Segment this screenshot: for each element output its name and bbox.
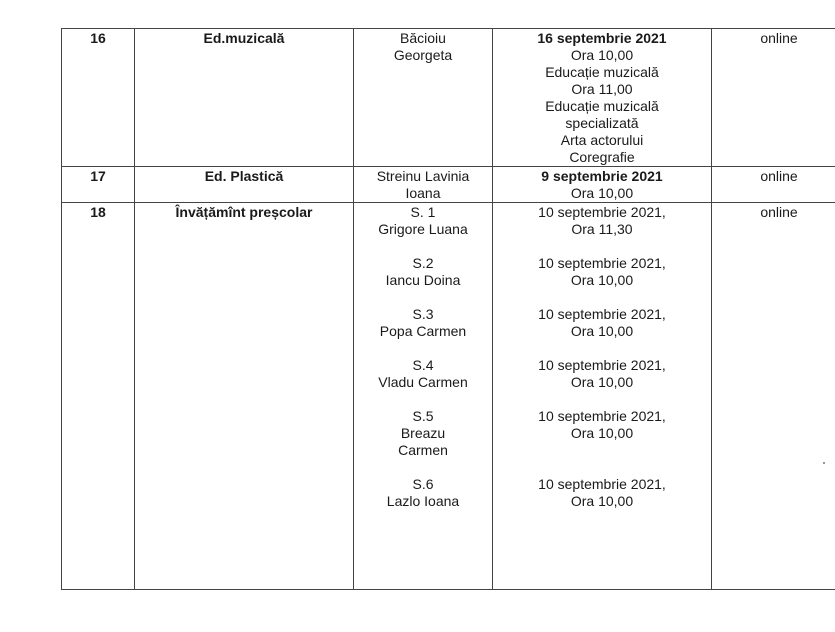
group-date	[497, 408, 707, 442]
teacher-name: Vladu Carmen	[378, 374, 468, 390]
table-row	[62, 29, 835, 167]
table-row	[62, 167, 835, 203]
date-cell	[493, 29, 712, 167]
group-date	[497, 476, 707, 510]
date-line: 10 septembrie 2021,	[538, 357, 666, 373]
teacher-name: Iancu Doina	[385, 272, 461, 288]
teacher-cell	[354, 167, 493, 203]
group-date	[497, 306, 707, 340]
mode-cell: online	[712, 203, 835, 590]
mode-cell: online	[712, 167, 835, 203]
detail-line: Ora 10,00	[570, 185, 634, 201]
date-heading: 9 septembrie 2021	[541, 168, 663, 184]
group-date	[497, 255, 707, 289]
detail-line: specializată	[565, 115, 639, 131]
date-line: 10 septembrie 2021,	[538, 255, 666, 271]
teacher-name: Lazlo Ioana	[386, 493, 460, 509]
mode-cell: online	[712, 29, 835, 167]
detail-line: Educație muzicală	[545, 98, 659, 114]
date-line: 10 septembrie 2021,	[538, 204, 666, 220]
row-number: 16	[62, 29, 135, 167]
discipline-cell: Ed.muzicală	[135, 29, 354, 167]
date-cell	[493, 203, 712, 590]
detail-line: Coregrafie	[569, 149, 635, 165]
time-line: Ora 10,00	[570, 323, 634, 339]
time-line: Ora 10,00	[570, 425, 634, 441]
detail-line: Ora 10,00	[570, 47, 634, 63]
teacher-name: Grigore Luana	[378, 221, 468, 237]
group-teacher	[358, 306, 488, 340]
group-teacher	[358, 476, 488, 510]
date-line: 10 septembrie 2021,	[538, 476, 666, 492]
teacher-name: Carmen	[398, 442, 448, 458]
row-number: 17	[62, 167, 135, 203]
group-label: S. 1	[410, 204, 436, 220]
time-line: Ora 10,00	[570, 374, 634, 390]
time-line: Ora 10,00	[570, 493, 634, 509]
group-label: S.3	[412, 306, 434, 322]
row-number: 18	[62, 203, 135, 590]
discipline-cell: Învățămînt preșcolar	[135, 203, 354, 590]
time-line: Ora 10,00	[570, 272, 634, 288]
teacher-cell	[354, 29, 493, 167]
scan-speck	[823, 462, 825, 464]
teacher-line: Streinu Lavinia	[376, 168, 470, 184]
schedule-table	[61, 28, 835, 590]
group-label: S.2	[412, 255, 434, 271]
group-label: S.5	[412, 408, 434, 424]
group-teacher	[358, 357, 488, 391]
group-teacher	[358, 408, 488, 459]
date-cell	[493, 167, 712, 203]
time-line: Ora 11,30	[571, 221, 633, 237]
group-date	[497, 204, 707, 238]
teacher-cell	[354, 203, 493, 590]
teacher-line: Ioana	[405, 185, 441, 201]
discipline-cell: Ed. Plastică	[135, 167, 354, 203]
teacher-name: Breazu	[400, 425, 446, 441]
date-heading: 16 septembrie 2021	[537, 30, 667, 46]
group-date	[497, 357, 707, 391]
teacher-name: Popa Carmen	[379, 323, 467, 339]
detail-line: Educație muzicală	[545, 64, 659, 80]
detail-line: Arta actorului	[560, 132, 644, 148]
group-label: S.6	[412, 476, 434, 492]
group-label: S.4	[412, 357, 434, 373]
date-line: 10 septembrie 2021,	[538, 306, 666, 322]
teacher-line: Băcioiu	[400, 30, 446, 46]
date-line: 10 septembrie 2021,	[538, 408, 666, 424]
group-teacher	[358, 255, 488, 289]
table-row	[62, 203, 835, 590]
group-teacher	[358, 204, 488, 238]
teacher-line: Georgeta	[393, 47, 453, 63]
detail-line: Ora 11,00	[571, 81, 633, 97]
